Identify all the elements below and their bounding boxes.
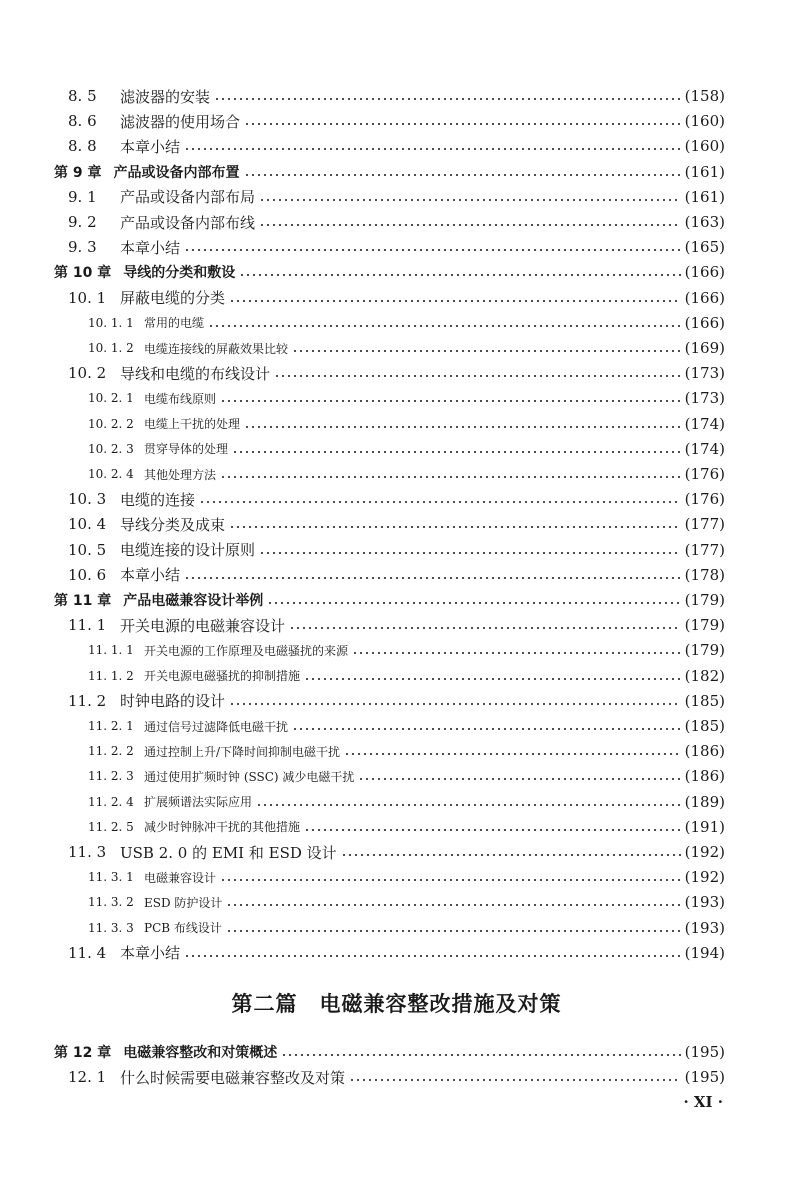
- toc-entry: [0, 916, 793, 940]
- dot-leader: [358, 778, 680, 780]
- toc-entry-page: (191): [684, 817, 725, 836]
- toc-entry-title: 产品或设备内部布局: [120, 188, 256, 207]
- toc-entry-page: (186): [684, 767, 725, 786]
- toc-entry-number: 11. 2. 4: [88, 794, 134, 809]
- toc-entry-number: 10. 6: [68, 565, 107, 584]
- dot-leader: [259, 224, 681, 226]
- toc-entry-title: 电缆连接的设计原则: [120, 541, 256, 560]
- toc-entry-number: 8. 5: [68, 87, 97, 105]
- toc-entry-title: 通过使用扩频时钟 (SSC) 减少电磁干扰: [144, 769, 355, 784]
- toc-entry: [0, 412, 793, 436]
- toc-entry-title: 电缆上干扰的处理: [144, 417, 241, 432]
- toc-entry-number: 12. 1: [68, 1068, 107, 1086]
- toc-entry-title: 导线的分类和敷设: [123, 265, 236, 282]
- toc-entry-number: 10. 2. 1: [88, 391, 134, 406]
- page-folio: · XI ·: [683, 1093, 723, 1111]
- dot-leader: [352, 652, 681, 654]
- toc-entry: [0, 890, 793, 914]
- toc-entry-title: 产品或设备内部布线: [120, 213, 256, 232]
- toc-entry: [0, 386, 793, 410]
- toc-entry-page: (173): [684, 389, 725, 408]
- toc-entry: [0, 538, 793, 562]
- dot-leader: [349, 1079, 681, 1081]
- toc-entry: [0, 764, 793, 788]
- toc-entry-number: 第 9 章: [54, 164, 102, 181]
- dot-leader: [184, 249, 681, 251]
- toc-entry-number: 11. 2. 3: [88, 769, 134, 784]
- toc-entry: [0, 160, 793, 184]
- toc-entry-title: 本章小结: [120, 566, 181, 585]
- toc-entry: [0, 1040, 793, 1064]
- toc-entry: [0, 185, 793, 209]
- dot-leader: [208, 325, 681, 327]
- toc-entry-number: 11. 1. 2: [88, 668, 134, 683]
- dot-leader: [341, 854, 681, 856]
- toc-entry-number: 11. 2. 1: [88, 719, 134, 733]
- toc-entry-number: 11. 3. 3: [88, 920, 134, 935]
- toc-entry-number: 10. 2. 4: [88, 467, 134, 481]
- toc-entry-title: 时钟电路的设计: [120, 692, 226, 711]
- toc-entry-title: 屏蔽电缆的分类: [120, 289, 226, 308]
- toc-entry: [0, 588, 793, 612]
- toc-entry-page: (166): [684, 263, 725, 282]
- toc-entry: [0, 1065, 793, 1089]
- dot-leader: [289, 627, 681, 629]
- toc-entry-number: 11. 3. 2: [88, 895, 134, 910]
- toc-entry: [0, 941, 793, 965]
- dot-leader: [274, 375, 681, 377]
- dot-leader: [220, 400, 681, 402]
- toc-entry-page: (169): [684, 339, 725, 357]
- toc-entry-number: 11. 1: [68, 616, 107, 635]
- dot-leader: [226, 930, 681, 932]
- toc-entry-number: 9. 3: [68, 238, 97, 257]
- toc-entry-title: 导线分类及成束: [120, 515, 226, 534]
- toc-entry-number: 10. 1. 1: [88, 315, 134, 330]
- toc-entry: [0, 437, 793, 461]
- toc-entry-page: (160): [684, 137, 725, 156]
- toc-entry: [0, 260, 793, 284]
- toc-entry-page: (195): [684, 1068, 725, 1086]
- toc-entry-title: 扩展频谱法实际应用: [144, 795, 253, 810]
- toc-entry-page: (161): [684, 187, 725, 206]
- toc-entry-page: (176): [684, 465, 725, 483]
- toc-entry-number: 11. 2. 2: [88, 744, 134, 759]
- dot-leader: [229, 526, 681, 528]
- dot-leader: [184, 148, 681, 150]
- toc-entry-page: (166): [684, 288, 725, 307]
- toc-entry-title: 本章小结: [120, 944, 181, 963]
- part-heading: 第二篇 电磁兼容整改措施及对策: [231, 992, 562, 1016]
- dot-leader: [256, 804, 681, 806]
- toc-entry: [0, 210, 793, 234]
- dot-leader: [304, 678, 681, 680]
- dot-leader: [344, 753, 681, 755]
- toc-entry-page: (179): [684, 641, 725, 660]
- toc-entry-page: (178): [684, 565, 725, 584]
- toc-entry-title: 什么时候需要电磁兼容整改及对策: [120, 1068, 346, 1087]
- toc-entry-title: ESD 防护设计: [144, 895, 223, 910]
- toc-entry-number: 10. 2: [68, 364, 107, 383]
- toc-entry-page: (174): [684, 439, 725, 458]
- toc-entry: [0, 462, 793, 486]
- toc-entry: [0, 664, 793, 688]
- dot-leader: [259, 552, 681, 554]
- toc-entry-title: 通过信号过滤降低电磁干扰: [144, 719, 289, 734]
- toc-entry-title: 导线和电缆的布线设计: [120, 364, 271, 383]
- toc-entry-page: (179): [684, 591, 725, 609]
- toc-entry-title: 开关电源电磁骚扰的抑制措施: [144, 669, 301, 684]
- toc-entry-title: USB 2. 0 的 EMI 和 ESD 设计: [120, 843, 337, 862]
- toc-entry: [0, 638, 793, 662]
- toc-entry-number: 11. 2: [68, 691, 107, 710]
- toc-entry: [0, 840, 793, 864]
- toc-entry-page: (195): [684, 1043, 725, 1061]
- toc-entry-title: 常用的电缆: [144, 316, 205, 331]
- toc-entry-number: 10. 1: [68, 288, 107, 307]
- dot-leader: [229, 703, 681, 705]
- toc-entry-number: 9. 1: [68, 187, 97, 206]
- toc-entry-page: (193): [684, 918, 725, 937]
- toc-entry-page: (194): [684, 943, 725, 962]
- toc-entry-number: 9. 2: [68, 213, 97, 231]
- toc-entry-title: 贯穿导体的处理: [144, 442, 229, 457]
- toc-entry-page: (165): [684, 238, 725, 257]
- dot-leader: [220, 476, 681, 478]
- toc-entry-title: 开关电源的工作原理及电磁骚扰的来源: [144, 643, 349, 658]
- toc-entry-number: 10. 4: [68, 515, 107, 534]
- toc-entry: [0, 739, 793, 763]
- toc-entry: [0, 865, 793, 889]
- toc-entry-title: 电缆连接线的屏蔽效果比较: [144, 341, 289, 356]
- toc-entry-title: 电磁兼容整改和对策概述: [123, 1045, 278, 1061]
- dot-leader: [226, 904, 680, 906]
- toc-entry-page: (158): [684, 87, 725, 105]
- toc-entry-page: (160): [684, 112, 725, 131]
- dot-leader: [229, 300, 681, 302]
- dot-leader: [184, 577, 681, 579]
- toc-entry-number: 10. 2. 2: [88, 416, 134, 431]
- toc-entry: [0, 815, 793, 839]
- toc-entry-page: (173): [684, 364, 725, 383]
- toc-entry-page: (179): [684, 616, 725, 635]
- toc-entry-number: 10. 2. 3: [88, 441, 134, 456]
- toc-entry: [0, 714, 793, 738]
- toc-entry-page: (174): [684, 414, 725, 433]
- dot-leader: [292, 728, 681, 730]
- toc-entry: [0, 235, 793, 259]
- toc-entry-page: (161): [684, 162, 725, 181]
- dot-leader: [239, 274, 680, 276]
- toc-entry-number: 11. 1. 1: [88, 643, 134, 658]
- toc-entry: [0, 689, 793, 713]
- toc-entry: [0, 613, 793, 637]
- toc-entry-title: 产品电磁兼容设计举例: [123, 593, 264, 609]
- toc-entry: [0, 311, 793, 335]
- toc-entry-page: (177): [684, 515, 725, 534]
- toc-entry-title: 减少时钟脉冲干扰的其他措施: [144, 820, 301, 835]
- toc-entry-number: 8. 6: [68, 112, 97, 131]
- toc-entry-number: 10. 5: [68, 540, 107, 559]
- toc-entry-number: 11. 2. 5: [88, 819, 134, 834]
- toc-entry: [0, 512, 793, 536]
- toc-entry-title: 滤波器的安装: [120, 87, 211, 106]
- dot-leader: [292, 350, 681, 352]
- toc-entry-number: 10. 3: [68, 490, 107, 509]
- toc-entry: [0, 487, 793, 511]
- dot-leader: [214, 98, 681, 100]
- dot-leader: [244, 426, 681, 428]
- dot-leader: [281, 1054, 680, 1056]
- toc-entry-title: 其他处理方法: [144, 467, 217, 482]
- toc-entry: [0, 563, 793, 587]
- toc-entry-title: PCB 布线设计: [144, 921, 222, 936]
- toc-entry: [0, 361, 793, 385]
- dot-leader: [220, 879, 681, 881]
- toc-entry: [0, 109, 793, 133]
- toc-entry-page: (182): [684, 666, 725, 685]
- toc-entry-page: (189): [684, 792, 725, 811]
- toc-entry-title: 电缆的连接: [120, 490, 196, 509]
- toc-entry-number: 11. 3: [68, 843, 107, 861]
- toc-entry-title: 本章小结: [120, 238, 181, 257]
- toc-entry-page: (185): [684, 717, 725, 735]
- toc-entry: [0, 336, 793, 360]
- toc-entry-number: 8. 8: [68, 137, 97, 156]
- toc-entry-number: 11. 3. 1: [88, 870, 134, 885]
- dot-leader: [267, 602, 680, 604]
- toc-entry-number: 第 12 章: [54, 1045, 112, 1061]
- dot-leader: [232, 451, 681, 453]
- toc-entry-number: 10. 1. 2: [88, 341, 134, 355]
- toc-entry: [0, 286, 793, 310]
- dot-leader: [244, 123, 681, 125]
- toc-entry-number: 第 11 章: [54, 593, 112, 609]
- toc-entry-number: 第 10 章: [54, 265, 112, 282]
- toc-entry-page: (186): [684, 742, 725, 761]
- dot-leader: [199, 501, 681, 503]
- toc-entry: [0, 84, 793, 108]
- toc-entry-title: 滤波器的使用场合: [120, 112, 241, 131]
- toc-entry: [0, 134, 793, 158]
- dot-leader: [259, 199, 681, 201]
- toc-entry-number: 11. 4: [68, 943, 107, 962]
- toc-entry-page: (192): [684, 868, 725, 887]
- toc-entry-page: (192): [684, 843, 725, 861]
- toc-entry-title: 产品或设备内部布置: [113, 164, 240, 181]
- dot-leader: [244, 174, 681, 176]
- toc-entry-page: (185): [684, 691, 725, 710]
- dot-leader: [184, 955, 681, 957]
- toc-entry: [0, 790, 793, 814]
- toc-entry-page: (193): [684, 893, 725, 912]
- toc-entry-title: 本章小结: [120, 137, 181, 156]
- toc-entry-page: (177): [684, 540, 725, 559]
- toc-entry-title: 电磁兼容设计: [144, 870, 217, 885]
- toc-entry-title: 开关电源的电磁兼容设计: [120, 616, 286, 635]
- toc-entry-page: (166): [684, 313, 725, 332]
- toc-entry-page: (163): [684, 213, 725, 231]
- toc-entry-title: 通过控制上升/下降时间抑制电磁干扰: [144, 744, 341, 759]
- toc-entry-page: (176): [684, 490, 725, 509]
- dot-leader: [304, 829, 681, 831]
- toc-entry-title: 电缆布线原则: [144, 391, 217, 406]
